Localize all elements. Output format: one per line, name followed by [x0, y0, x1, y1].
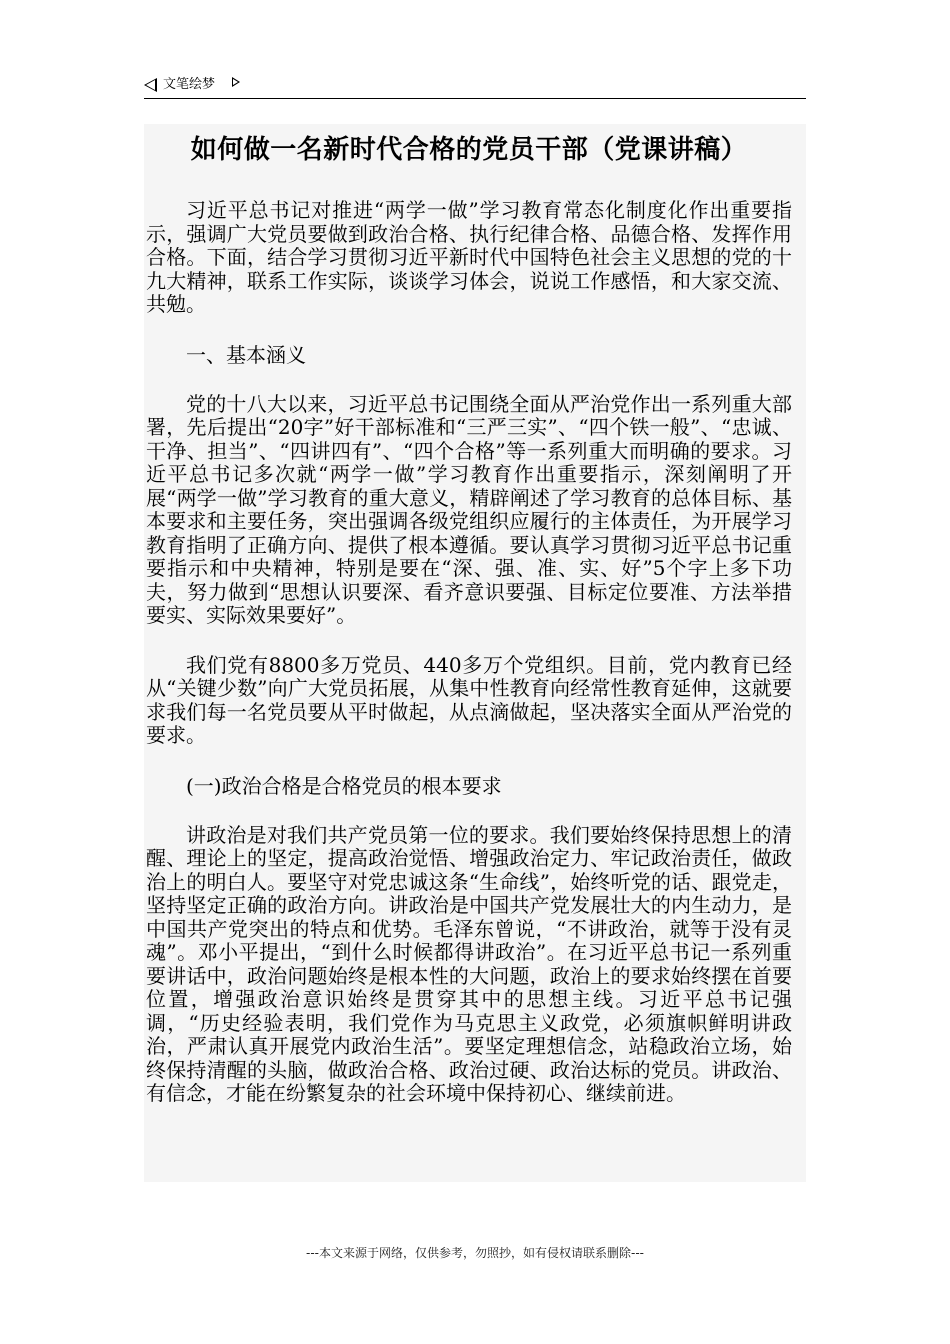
- document-body: [144, 124, 806, 1182]
- body-paragraph: 讲政治是对我们共产党员第一位的要求。我们要始终保持思想上的清醒、理论上的坚定，提高政治觉悟、增强政治定力、牢记政治责任，做政治上的明白人。要坚守对党忠诚这条“生命线”，始终听党的话、跟党走，坚持坚定正确的政治方向。讲政治是中国共产党发展壮大的内生动力，是中国共产党突出的特点和优势。毛泽东曾说，“不讲政治，就等于没有灵魂”。邓小平提出，“到什么时候都得讲政治”。在习近平总书记一系列重要讲话中，政治问题始终是根本性的大问题，政治上的要求始终摆在首要位置，增强政治意识始终是贯穿其中的思想主线。习近平总书记强调，“历史经验表明，我们党作为马克思主义政党，必须旗帜鲜明讲政治，严肃认真开展党内政治生活”。要坚定理想信念，站稳政治立场，始终保持清醒的头脑，做政治合格、政治过硬、政治达标的党员。讲政治、有信念，才能在纷繁复杂的社会环境中保持初心、继续前进。: [146, 822, 792, 1105]
- document-title: 如何做一名新时代合格的党员干部（党课讲稿）: [190, 135, 748, 165]
- intro-paragraph: 习近平总书记对推进“两学一做”学习教育常态化制度化作出重要指示，强调广大党员要做到政治合格、执行纪律合格、品德合格、发挥作用合格。下面，结合学习贯彻习近平新时代中国特色社会主义思想的党的十九大精神，联系工作实际，谈谈学习体会，说说工作感悟，和大家交流、共勉。: [146, 198, 792, 316]
- section-heading-basic-meaning: 一、基本涵义: [186, 342, 306, 367]
- footer-disclaimer: ---本文来源于网络，仅供参考，勿照抄，如有侵权请联系删除---: [306, 1246, 644, 1260]
- triangle-left-icon: [144, 78, 157, 92]
- brand-name: 文笔绘梦: [163, 77, 216, 92]
- body-paragraph: 党的十八大以来，习近平总书记围绕全面从严治党作出一系列重大部署，先后提出“20字”好干部标准和“三严三实”、“四个铁一般”、“忠诚、干净、担当”、“四讲四有”、“四个合格”等一系列重大而明确的要求。习近平总书记多次就“两学一做”学习教育作出重要指示，深刻阐明了开展“两学一做”学习教育的重大意义，精辟阐述了学习教育的总体目标、基本要求和主要任务，突出强调各级党组织应履行的主体责任，为开展学习教育指明了正确方向、提供了根本遵循。要认真学习贯彻习近平总书记重要指示和中央精神，特别是要在“深、强、准、实、好”5个字上多下功夫，努力做到“思想认识要深、看齐意识要强、目标定位要准、方法举措要实、实际效果要好”。: [146, 391, 792, 627]
- subsection-heading-political: (一)政治合格是合格党员的根本要求: [186, 773, 502, 798]
- triangle-right-icon: [232, 77, 240, 87]
- body-paragraph: 我们党有8800多万党员、440多万个党组织。目前，党内教育已经从“关键少数”向广大党员拓展，从集中性教育向经常性教育延伸，这就要求我们每一名党员要从平时做起，从点滴做起，坚决落实全面从严治党的要求。: [146, 652, 792, 747]
- page-header: [144, 72, 806, 99]
